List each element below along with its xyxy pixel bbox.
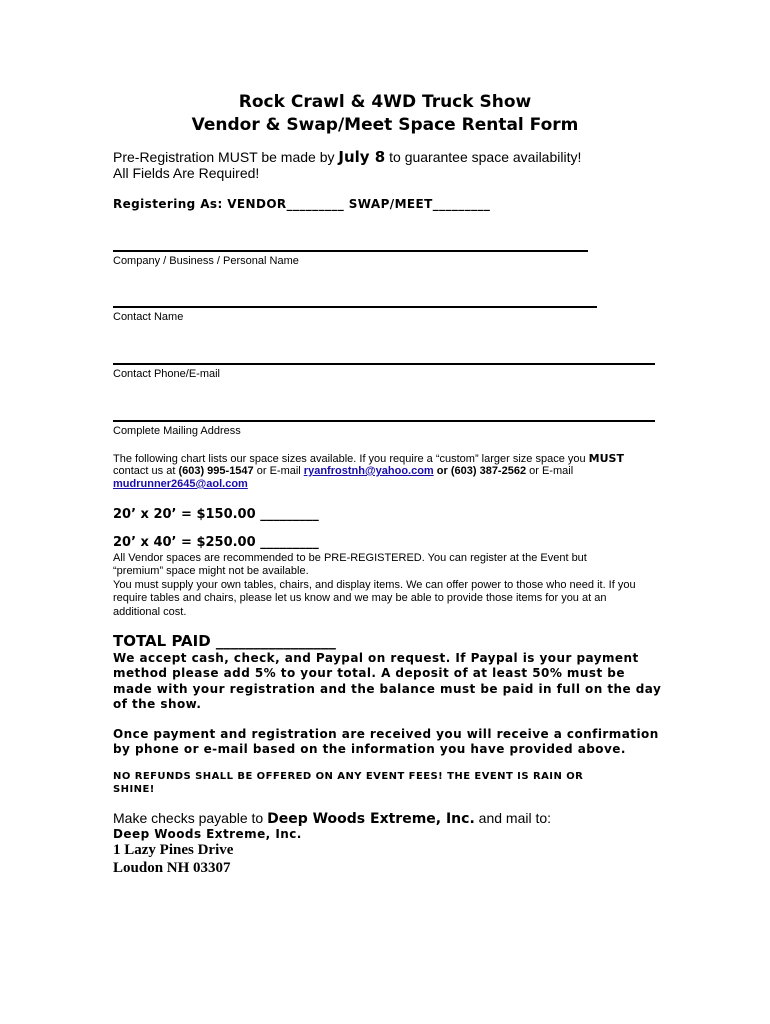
mailing-address-field-line[interactable] — [113, 420, 655, 422]
price-20x40-text: 20’ x 40’ = $250.00 — [113, 535, 261, 550]
payment-line-4: of the show. — [113, 697, 202, 711]
registering-as-vendor-label: Registering As: VENDOR — [113, 197, 287, 211]
company-field-label: Company / Business / Personal Name — [113, 255, 299, 267]
confirmation-line-2: by phone or e-mail based on the information you have provided above. — [113, 742, 626, 756]
prereg-notice — [113, 148, 581, 166]
notes-line-2: “premium” space might not be available. — [113, 565, 309, 577]
form-title-line-2: Vendor & Swap/Meet Space Rental Form — [191, 115, 579, 135]
contact-phone-field-label: Contact Phone/E-mail — [113, 368, 220, 380]
payment-line-1: We accept cash, check, and Paypal on request. If Paypal is your payment — [113, 651, 639, 665]
price-20x20-blank[interactable]: _________ — [260, 507, 319, 522]
form-title-line-1: Rock Crawl & 4WD Truck Show — [238, 92, 532, 112]
company-field-line[interactable] — [113, 250, 588, 252]
mail-street-address: 1 Lazy Pines Drive — [113, 842, 234, 858]
space-sizes-info-line-2 — [113, 465, 573, 477]
email-link-1[interactable]: ryanfrostnh@yahoo.com — [303, 465, 434, 477]
payment-line-3: made with your registration and the balance must be paid in full on the day — [113, 682, 662, 696]
contact-us-text: contact us at — [113, 465, 179, 477]
notes-line-3: You must supply your own tables, chairs, and display items. We can offer power to those who need it. If you — [113, 579, 636, 591]
price-20x40-blank[interactable]: _________ — [260, 535, 319, 550]
must-emphasis: MUST — [588, 452, 624, 465]
confirmation-line-1: Once payment and registration are received you will receive a confirmation — [113, 727, 659, 741]
prereg-text-pre: Pre-Registration MUST be made by — [113, 149, 339, 165]
space-sizes-info-line-1 — [113, 452, 624, 465]
make-checks-payable — [113, 810, 551, 827]
email-link-2[interactable]: mudrunner2645@aol.com — [113, 478, 248, 490]
contact-name-field-line[interactable] — [113, 306, 597, 308]
contact-name-field-label: Contact Name — [113, 311, 184, 323]
price-20x20-text: 20’ x 20’ = $150.00 — [113, 507, 261, 522]
swap-meet-label: SWAP/MEET — [344, 197, 433, 211]
phone-number-1: (603) 995-1547 — [178, 465, 254, 477]
mail-recipient-name: Deep Woods Extreme, Inc. — [113, 827, 302, 841]
payee-company: Deep Woods Extreme, Inc. — [267, 811, 475, 827]
or-text: or — [433, 465, 451, 477]
swap-meet-blank[interactable]: _________ — [432, 197, 491, 211]
mail-city-state-zip: Loudon NH 03307 — [113, 860, 231, 876]
fields-required-notice: All Fields Are Required! — [113, 165, 260, 181]
price-20x20 — [113, 507, 319, 522]
space-sizes-info-line-3 — [113, 478, 248, 490]
prereg-date: July 8 — [338, 148, 386, 166]
mail-to-text: and mail to: — [474, 810, 552, 826]
space-sizes-info-text: The following chart lists our space sizes available. If you require a “custom” larger size space you — [113, 453, 589, 465]
refunds-line-2: SHINE! — [113, 784, 155, 795]
phone-number-2: (603) 387-2562 — [450, 465, 527, 477]
refunds-line-1: NO REFUNDS SHALL BE OFFERED ON ANY EVENT FEES! THE EVENT IS RAIN OR — [113, 771, 584, 782]
total-paid-label: TOTAL PAID — [113, 632, 216, 650]
or-email-text-2: or E-mail — [526, 465, 574, 477]
total-paid-row — [113, 632, 336, 650]
notes-line-1: All Vendor spaces are recommended to be PRE-REGISTERED. You can register at the Event but — [113, 552, 587, 564]
price-20x40 — [113, 535, 319, 550]
total-paid-blank[interactable]: ________________ — [215, 632, 336, 650]
contact-phone-field-line[interactable] — [113, 363, 655, 365]
notes-line-5: additional cost. — [113, 606, 187, 618]
vendor-blank[interactable]: _________ — [286, 197, 345, 211]
or-email-text: or E-mail — [253, 465, 304, 477]
notes-line-4: require tables and chairs, please let us know and we may be able to provide those items for you at an — [113, 592, 607, 604]
registering-as-row — [113, 197, 490, 211]
mailing-address-field-label: Complete Mailing Address — [113, 425, 241, 437]
prereg-text-post: to guarantee space availability! — [385, 149, 582, 165]
payment-line-2: method please add 5% to your total. A deposit of at least 50% must be — [113, 666, 625, 680]
make-checks-text: Make checks payable to — [113, 810, 268, 826]
